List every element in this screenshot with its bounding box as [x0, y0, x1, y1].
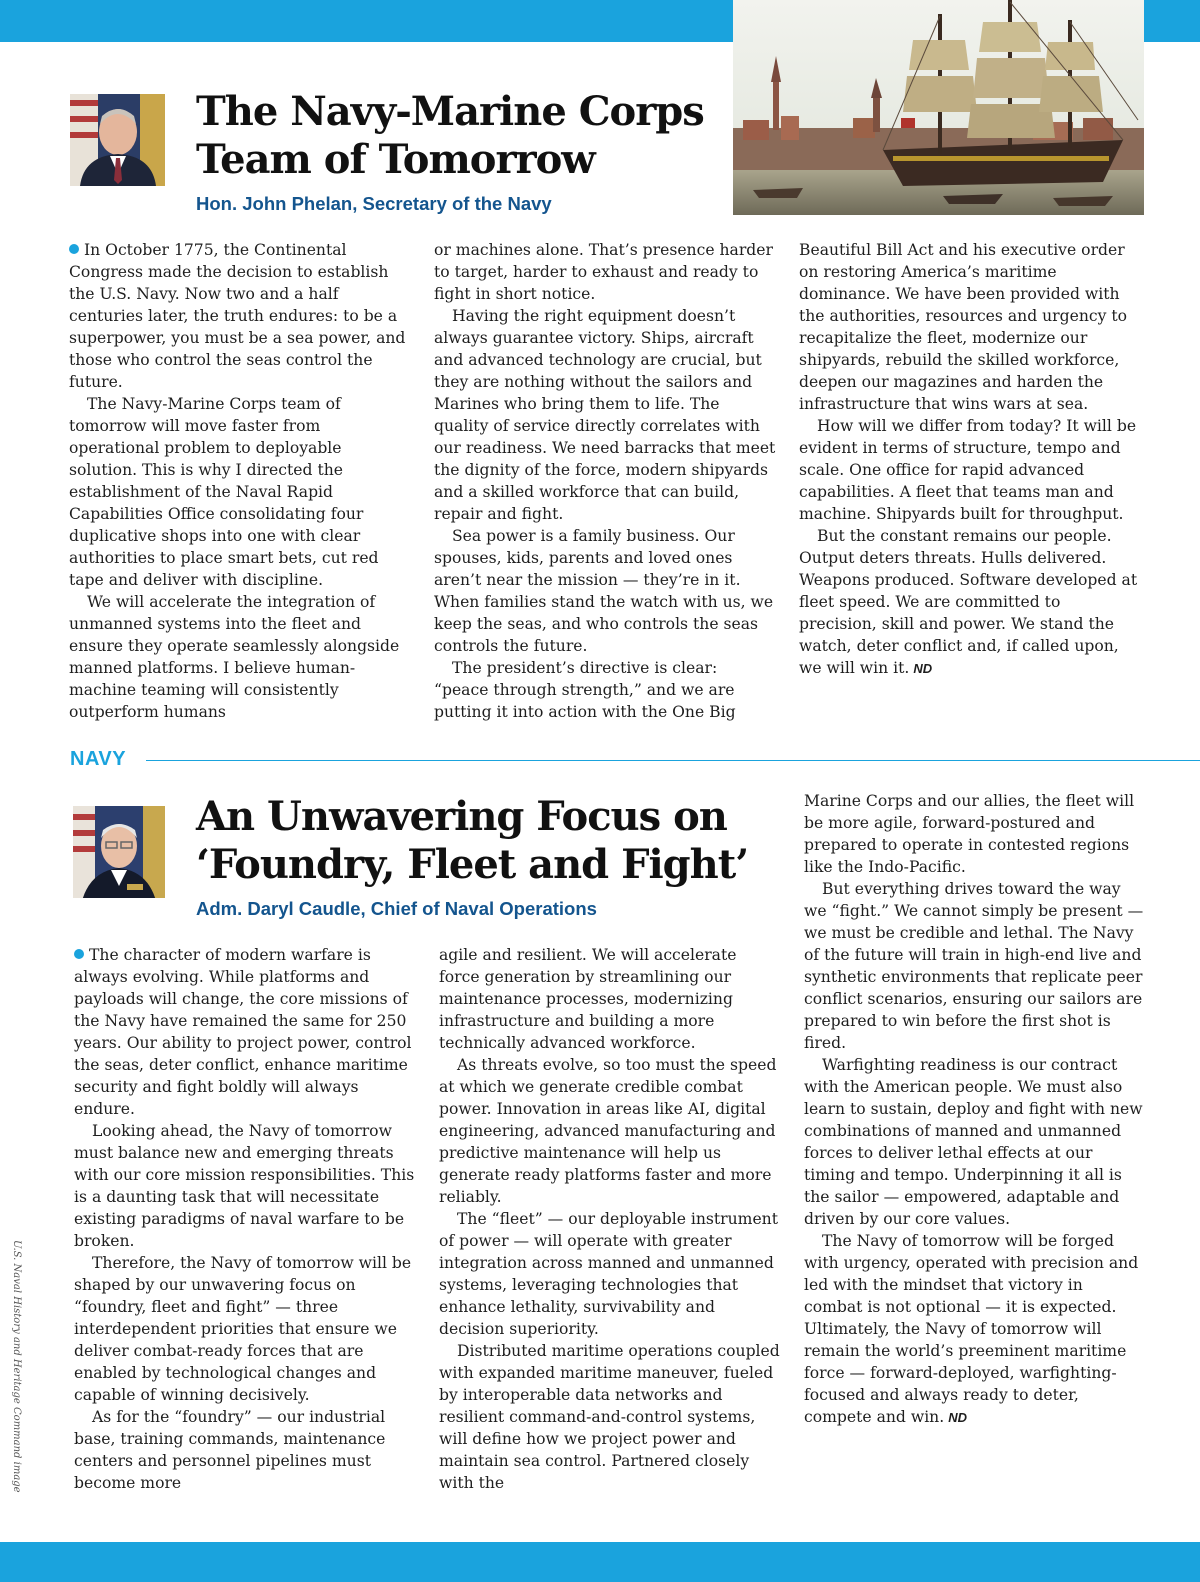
article-headline: An Unwavering Focus on ‘Foundry, Fleet and Fight’	[196, 793, 749, 888]
paragraph: Marine Corps and our allies, the fleet will be more agile, forward-postured and prepared to operate in contested regions like the Indo-Pacific.	[804, 792, 1135, 876]
portrait-chief-of-naval-operations	[73, 806, 168, 898]
photo-credit: U.S. Naval History and Heritage Command image	[11, 1240, 22, 1493]
paragraph: Beautiful Bill Act and his executive order on restoring America’s maritime dominance. We have been provided with the authorities, resources and urgency to recapitalize the fleet, modernize our shipyards, rebuild the skilled workforce, deepen our magazines and harden the infrastructure that wins wars at sea.	[799, 241, 1128, 413]
article-column	[69, 239, 411, 723]
portrait-secretary-of-the-navy	[70, 94, 165, 186]
paragraph: Warfighting readiness is our contract with the American people. We must also learn to sustain, deploy and fight with new combinations of manned and unmanned forces to deliver lethal effects at our timing and tempo. Underpinning it all is the sailor — empowered, adaptable and driven by our core values.	[804, 1056, 1143, 1228]
article-column	[799, 239, 1141, 680]
section-label: NAVY	[70, 748, 127, 770]
paragraph: The “fleet” — our deployable instrument of power — will operate with greater integration across manned and unmanned systems, leveraging technologies that enhance lethality, survivability and decision superiority.	[439, 1210, 778, 1338]
paragraph: The Navy of tomorrow will be forged with urgency, operated with precision and led with the mindset that victory in combat is not optional — it is expected. Ultimately, the Navy of tomorrow will remain the world’s preeminent maritime force — forward-deployed, warfighting-focused and always ready to deter, compete and win. ND	[804, 1232, 1139, 1426]
article-column	[439, 944, 781, 1494]
paragraph: Looking ahead, the Navy of tomorrow must balance new and emerging threats with our core mission responsibilities. This is a daunting task that will necessitate existing paradigms of naval warfare to be broken.	[74, 1122, 415, 1250]
paragraph: The Navy-Marine Corps team of tomorrow will move faster from operational problem to deployable solution. This is why I directed the establishment of the Naval Rapid Capabilities Office consolidating four duplicative shops into one with clear authorities to place smart bets, cut red tape and deliver with discipline.	[69, 395, 379, 589]
end-mark: ND	[948, 1410, 967, 1425]
paragraph: Having the right equipment doesn’t always guarantee victory. Ships, aircraft and advanced technology are crucial, but they are nothing without the sailors and Marines who bring them to life. The quality of service directly correlates with our readiness. We need barracks that meet the dignity of the force, modern shipyards and a skilled workforce that can build, repair and fight.	[434, 307, 776, 523]
paragraph: The character of modern warfare is always evolving. While platforms and payloads will change, the core missions of the Navy have remained the same for 250 years. Our ability to project power, control the seas, deter conflict, enhance maritime security and fight boldly will always endure.	[74, 946, 412, 1118]
article-column	[74, 944, 416, 1494]
paragraph: or machines alone. That’s presence harder to target, harder to exhaust and ready to fight in short notice.	[434, 241, 773, 303]
tall-ship-painting	[733, 0, 1144, 215]
article-byline: Hon. John Phelan, Secretary of the Navy	[196, 193, 552, 214]
paragraph: As threats evolve, so too must the speed at which we generate credible combat power. Innovation in areas like AI, digital engineering, advanced manufacturing and predictive maintenance will help us generate ready platforms faster and more reliably.	[439, 1056, 777, 1206]
article-column	[434, 239, 776, 723]
paragraph: But the constant remains our people. Output deters threats. Hulls delivered. Weapons produced. Software developed at fleet speed. We are committed to precision, skill and power. We stand the watch, deter conflict and, if called upon, we will win it. ND	[799, 527, 1138, 677]
paragraph: As for the “foundry” — our industrial base, training commands, maintenance centers and personnel pipelines must become more	[74, 1408, 386, 1492]
section-divider	[146, 760, 1200, 761]
bottom-accent-bar	[0, 1542, 1200, 1582]
paragraph: Therefore, the Navy of tomorrow will be shaped by our unwavering focus on “foundry, fleet and fight” — three interdependent priorities that ensure we deliver combat-ready forces that are enabled by technological changes and capable of winning decisively.	[74, 1254, 412, 1404]
paragraph: Distributed maritime operations coupled with expanded maritime maneuver, fueled by interoperable data networks and resilient command-and-control systems, will define how we project power and maintain sea control. Partnered closely with the	[439, 1342, 780, 1492]
bullet-dot-icon	[69, 244, 79, 254]
paragraph: Sea power is a family business. Our spouses, kids, parents and loved ones aren’t near the mission — they’re in it. When families stand the watch with us, we keep the seas, and who controls the seas controls the future.	[434, 527, 774, 655]
paragraph: The president’s directive is clear: “peace through strength,” and we are putting it into action with the One Big	[434, 659, 736, 721]
end-mark: ND	[913, 661, 933, 676]
article-column	[804, 790, 1146, 1429]
paragraph: How will we differ from today? It will be evident in terms of structure, tempo and scale. One office for rapid advanced capabilities. A fleet that teams man and machine. Shipyards built for throughput.	[799, 417, 1137, 523]
paragraph: agile and resilient. We will accelerate force generation by streamlining our maintenance processes, modernizing infrastructure and building a more technically advanced workforce.	[439, 946, 737, 1052]
paragraph: We will accelerate the integration of unmanned systems into the fleet and ensure they operate seamlessly alongside manned platforms. I believe human-machine teaming will consistently outperform humans	[69, 593, 400, 721]
paragraph: But everything drives toward the way we “fight.” We cannot simply be present — we must be credible and lethal. The Navy of the future will train in high-end live and synthetic environments that replicate peer conflict scenarios, ensuring our sailors are prepared to win before the first shot is fired.	[804, 880, 1144, 1052]
paragraph: In October 1775, the Continental Congress made the decision to establish the U.S. Navy. Now two and a half centuries later, the truth endures: to be a superpower, you must be a sea power, and those who control the seas control the future.	[69, 241, 406, 391]
article-byline: Adm. Daryl Caudle, Chief of Naval Operations	[196, 898, 597, 919]
bullet-dot-icon	[74, 949, 84, 959]
article-headline: The Navy-Marine Corps Team of Tomorrow	[196, 88, 704, 183]
